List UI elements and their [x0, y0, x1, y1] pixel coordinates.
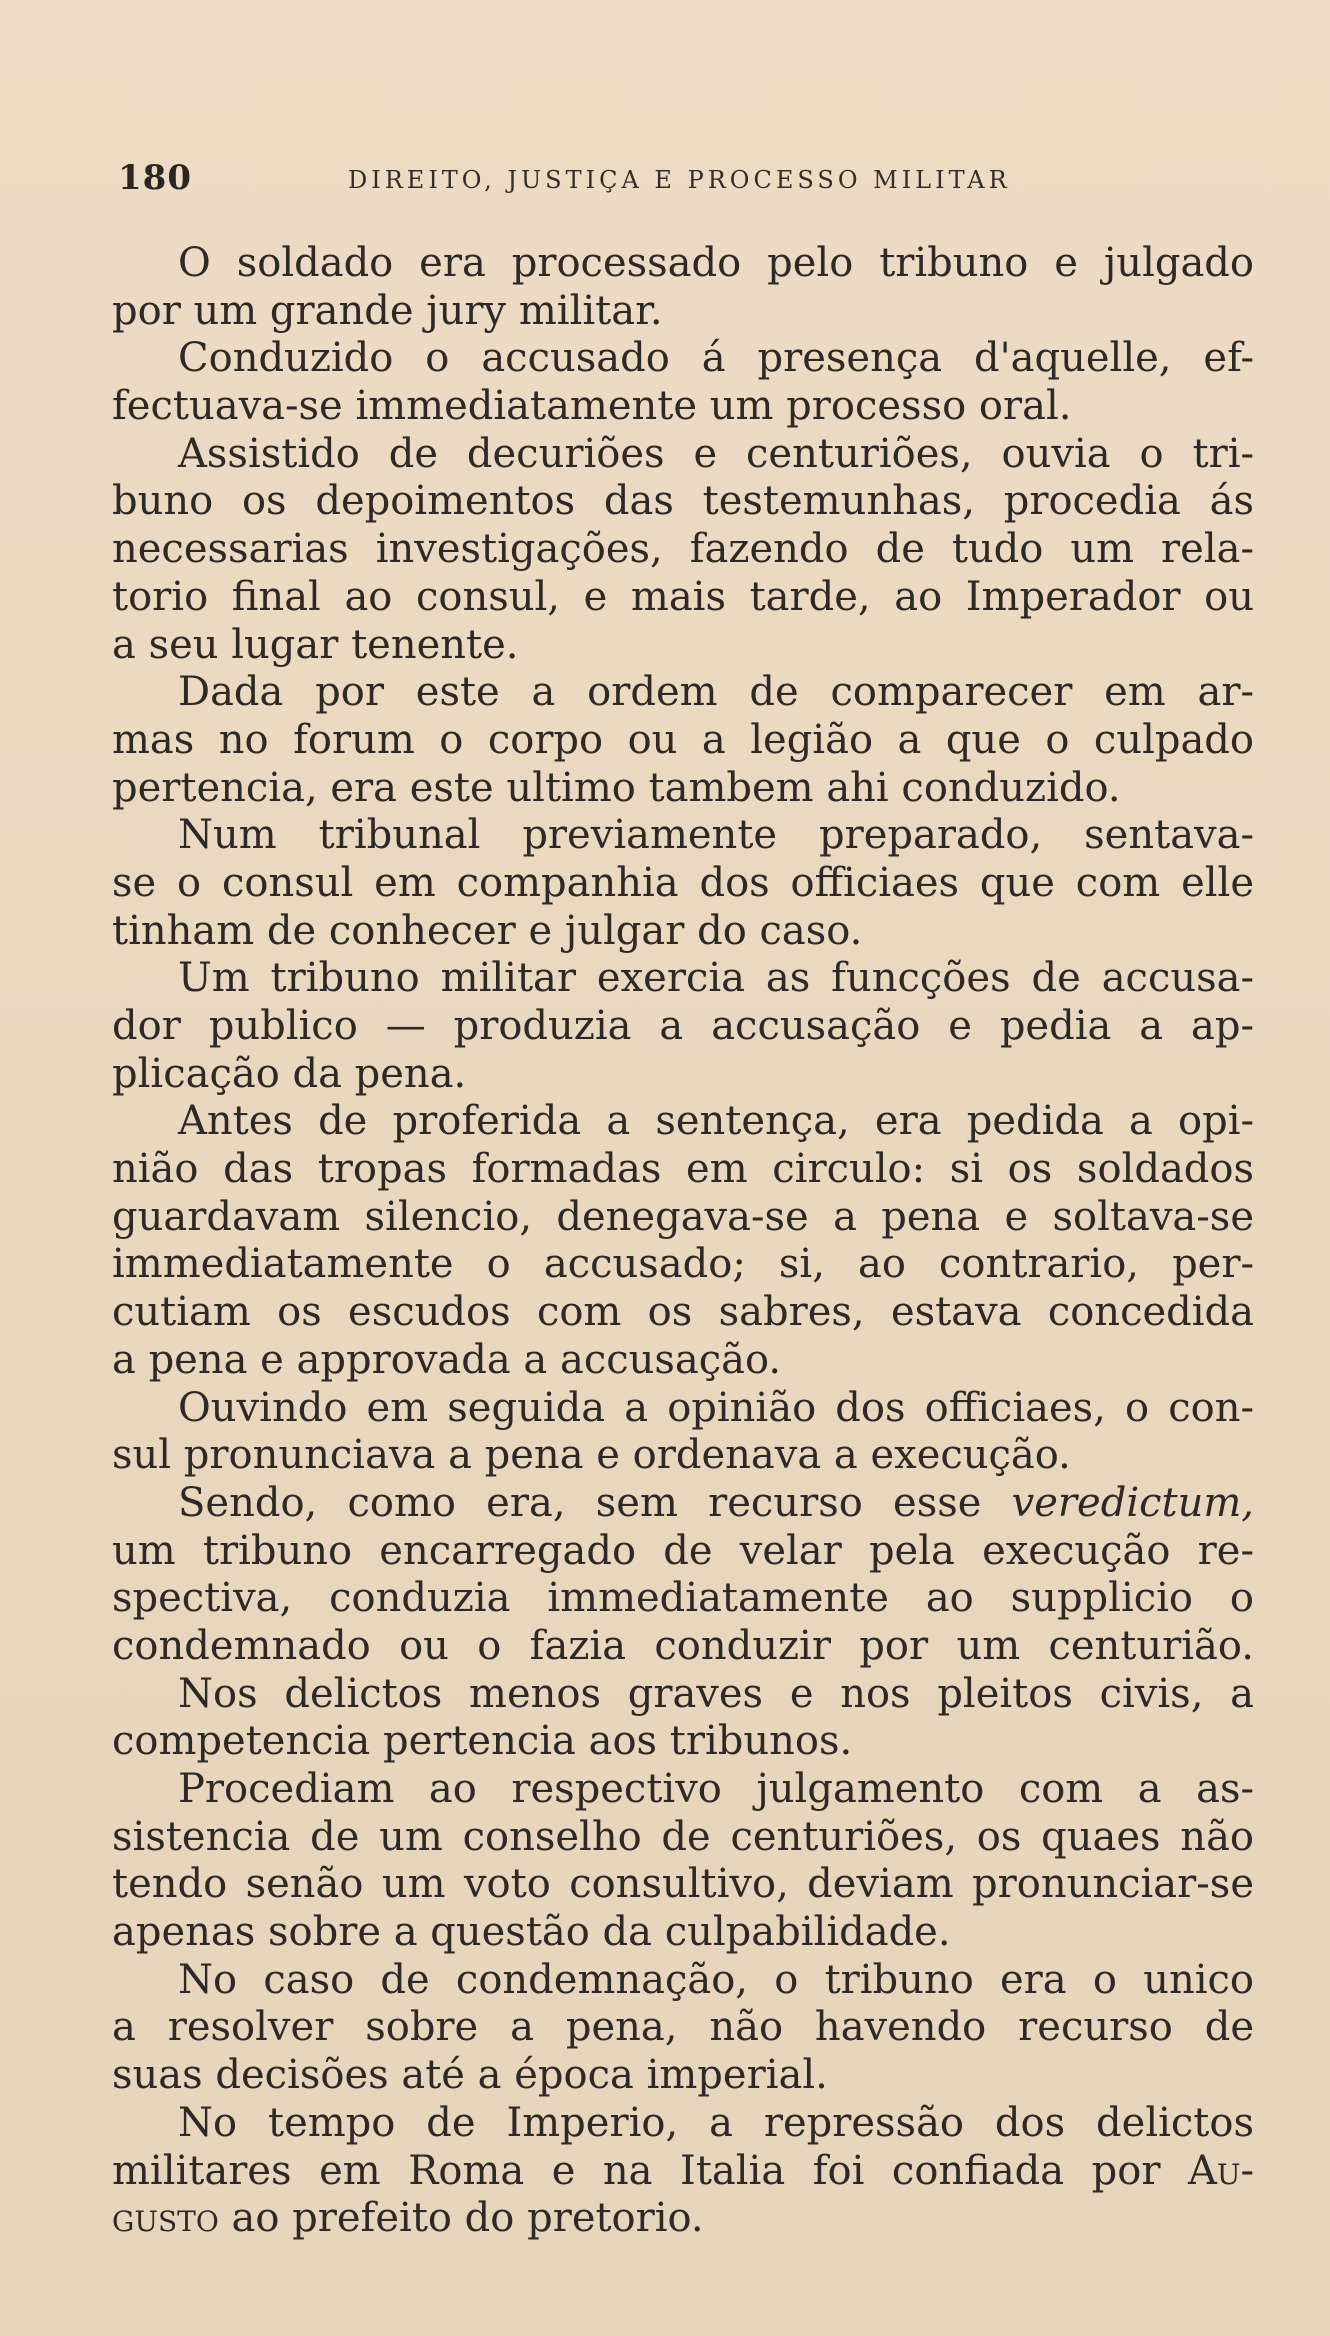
text-line: sistencia de um conselho de centuriões, os quaes não	[112, 1813, 1254, 1860]
text-line: immediatamente o accusado; si, ao contrario, per-	[112, 1241, 1254, 1288]
text-line	[112, 2148, 1254, 2196]
text-line	[112, 2195, 1254, 2243]
text-line: Um tribuno militar exercia as funcções de accusa-	[178, 955, 1254, 1002]
text-span: militares em Roma e na Italia foi confiada por	[112, 2147, 1161, 2194]
smallcaps-name: Au-	[1188, 2147, 1255, 2194]
text-line: Procediam ao respectivo julgamento com a as-	[178, 1766, 1254, 1812]
text-line: Nos delictos menos graves e nos pleitos civis, a	[178, 1670, 1254, 1717]
text-line: Ouvindo em seguida a opinião dos officiaes, o con-	[178, 1384, 1254, 1431]
text-line: suas decisões até a época imperial.	[112, 2052, 828, 2099]
text-line: O soldado era processado pelo tribuno e julgado	[178, 240, 1254, 286]
text-line: No caso de condemnação, o tribuno era o unico	[178, 1956, 1254, 2003]
text-line: apenas sobre a questão da culpabilidade.	[112, 1909, 951, 1956]
page-header	[118, 158, 1238, 202]
italic-term: veredictum,	[1011, 1479, 1254, 1526]
running-title: DIREITO, JUSTIÇA E PROCESSO MILITAR	[348, 166, 1011, 194]
text-line: Conduzido o accusado á presença d'aquelle, ef-	[178, 335, 1254, 382]
text-line: No tempo de Imperio, a repressão dos delictos	[178, 2099, 1254, 2146]
text-line: necessarias investigações, fazendo de tudo um rela-	[112, 526, 1254, 573]
text-line: um tribuno encarregado de velar pela execução re-	[112, 1527, 1254, 1574]
text-line: nião das tropas formadas em circulo: si os soldados	[112, 1146, 1254, 1193]
text-line: sul pronunciava a pena e ordenava a execução.	[112, 1432, 1071, 1479]
text-line: pertencia, era este ultimo tambem ahi conduzido.	[112, 764, 1121, 811]
text-line: Num tribunal previamente preparado, sentava-	[178, 812, 1254, 859]
text-line: tinham de conhecer e julgar do caso.	[112, 907, 863, 954]
text-line: mas no forum o corpo ou a legião a que o culpado	[112, 716, 1254, 763]
page-number: 180	[118, 158, 192, 198]
body-text	[112, 240, 1254, 2243]
text-line: por um grande jury militar.	[112, 287, 663, 334]
text-line: buno os depoimentos das testemunhas, procedia ás	[112, 478, 1254, 525]
text-line: guardavam silencio, denegava-se a pena e soltava-se	[112, 1193, 1254, 1240]
text-line: spectiva, conduzia immediatamente ao supplicio o	[112, 1575, 1254, 1622]
text-line: Dada por este a ordem de comparecer em ar-	[178, 669, 1254, 716]
text-line: cutiam os escudos com os sabres, estava concedida	[112, 1289, 1254, 1336]
text-span: Sendo, como era, sem recurso esse	[178, 1479, 982, 1526]
text-line: a seu lugar tenente.	[112, 621, 519, 668]
text-line: fectuava-se immediatamente um processo oral.	[112, 383, 1072, 430]
text-line: condemnado ou o fazia conduzir por um centurião.	[112, 1622, 1254, 1669]
text-line: plicação da pena.	[112, 1050, 467, 1097]
text-line: a resolver sobre a pena, não havendo recurso de	[112, 2004, 1254, 2051]
text-line: a pena e approvada a accusação.	[112, 1336, 782, 1383]
text-line: competencia pertencia aos tribunos.	[112, 1718, 853, 1765]
text-line: Assistido de decuriões e centuriões, ouvia o tri-	[178, 430, 1254, 477]
text-line: tendo senão um voto consultivo, deviam pronunciar-se	[112, 1861, 1254, 1908]
text-line: torio final ao consul, e mais tarde, ao Imperador ou	[112, 573, 1254, 620]
text-line: se o consul em companhia dos officiaes que com elle	[112, 859, 1254, 906]
text-line: dor publico — produzia a accusação e pedia a ap-	[112, 1003, 1254, 1049]
text-line	[112, 1480, 1254, 1528]
text-line: Antes de proferida a sentença, era pedida a opi-	[178, 1098, 1254, 1145]
text-span: ao prefeito do pretorio.	[231, 2195, 704, 2242]
smallcaps-name: gusto	[112, 2195, 219, 2242]
